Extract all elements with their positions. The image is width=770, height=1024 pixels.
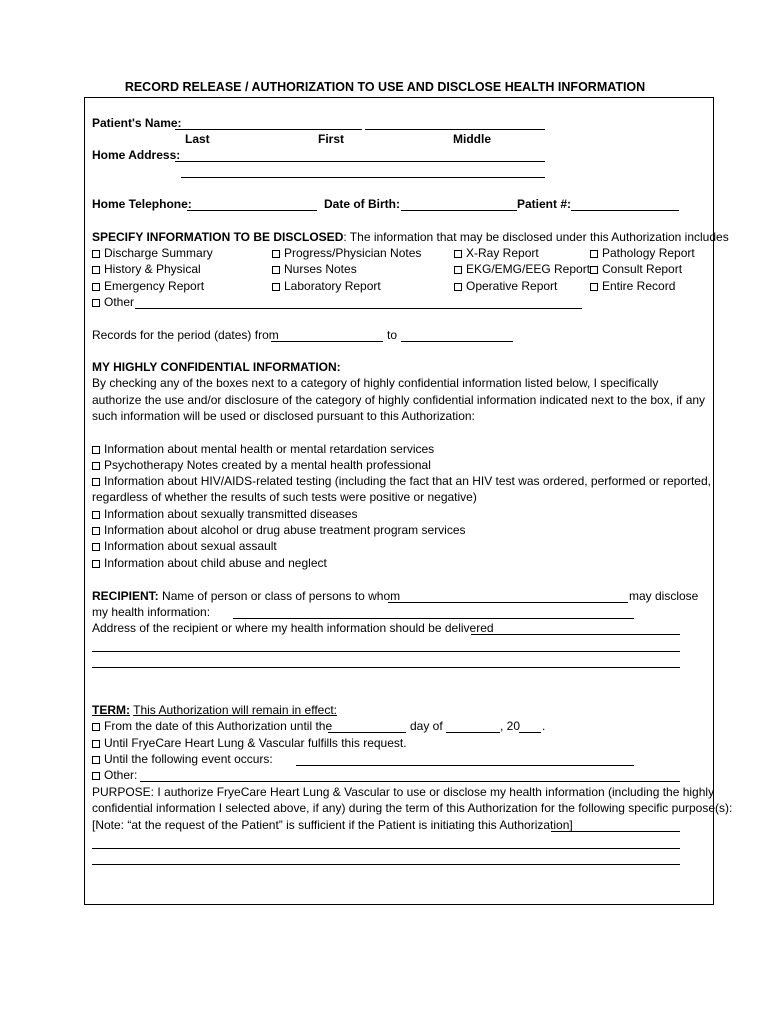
confidential-item-child-abuse[interactable]: Information about child abuse and neglect <box>92 556 327 571</box>
checkbox[interactable] <box>272 250 280 258</box>
may-disclose-text: may disclose <box>629 589 699 603</box>
patient-number-field[interactable] <box>571 210 679 211</box>
purpose-line-1: PURPOSE: I authorize FryeCare Heart Lung & Vascular to use or disclose my health information (including the highly <box>92 785 715 799</box>
confidential-item-sexual-assault[interactable]: Information about sexual assault <box>92 539 277 554</box>
home-address-label: Home Address: <box>92 148 181 162</box>
checkbox[interactable] <box>454 250 462 258</box>
purpose-field-2[interactable] <box>92 848 680 849</box>
option-xray-report[interactable]: X-Ray Report <box>454 246 539 261</box>
patient-number-label: Patient #: <box>517 197 572 211</box>
patient-name-label: Patient's Name: <box>92 116 182 130</box>
day-of-text: day of <box>410 719 443 733</box>
hiv-continuation: regardless of whether the results of such tests were positive or negative) <box>92 490 477 504</box>
home-address-field[interactable] <box>175 161 545 162</box>
checkbox[interactable] <box>92 772 100 780</box>
confidential-heading: MY HIGHLY CONFIDENTIAL INFORMATION: <box>92 360 341 374</box>
checkbox[interactable] <box>92 723 100 731</box>
checkbox[interactable] <box>92 511 100 519</box>
term-other-field[interactable] <box>140 781 680 782</box>
checkbox[interactable] <box>454 283 462 291</box>
term-intro: This Authorization will remain in effect: <box>133 703 337 717</box>
confidential-item-hiv[interactable]: Information about HIV/AIDS-related testing (including the fact that an HIV test was ordered, performed or reported, <box>92 474 711 489</box>
recipient-address-field[interactable] <box>471 634 680 635</box>
checkbox[interactable] <box>590 283 598 291</box>
option-emergency-report[interactable]: Emergency Report <box>92 279 204 294</box>
option-consult-report[interactable]: Consult Report <box>590 262 682 277</box>
recipient-name-field[interactable] <box>388 602 628 603</box>
recipient-name-text: Name of person or class of persons to whom <box>162 589 401 603</box>
term-day-field[interactable] <box>328 732 406 733</box>
option-progress-notes[interactable]: Progress/Physician Notes <box>272 246 421 261</box>
checkbox[interactable] <box>92 462 100 470</box>
option-laboratory-report[interactable]: Laboratory Report <box>272 279 381 294</box>
recipient-address-text: Address of the recipient or where my health information should be delivered <box>92 621 494 635</box>
checkbox[interactable] <box>92 283 100 291</box>
option-history-physical[interactable]: History & Physical <box>92 262 201 277</box>
checkbox[interactable] <box>92 543 100 551</box>
confidential-item-mental-health[interactable]: Information about mental health or mental retardation services <box>92 442 434 457</box>
confidential-item-substance-abuse[interactable]: Information about alcohol or drug abuse treatment program services <box>92 523 466 538</box>
dob-label: Date of Birth: <box>324 197 400 211</box>
checkbox[interactable] <box>92 299 100 307</box>
recipient-address-line-2[interactable] <box>92 651 680 652</box>
period-from-field[interactable] <box>271 341 383 342</box>
telephone-label: Home Telephone: <box>92 197 192 211</box>
health-info-field[interactable] <box>233 618 634 619</box>
checkbox[interactable] <box>92 560 100 568</box>
term-until-fulfills[interactable]: Until FryeCare Heart Lung & Vascular fulfills this request. <box>92 736 407 751</box>
option-entire-record[interactable]: Entire Record <box>590 279 675 294</box>
option-discharge-summary[interactable]: Discharge Summary <box>92 246 213 261</box>
recipient-address-line-3[interactable] <box>92 667 680 668</box>
checkbox[interactable] <box>92 266 100 274</box>
purpose-line-2: confidential information I selected above, if any) during the term of this Authorization for the following specific purpose(s): <box>92 801 733 815</box>
purpose-line-3: [Note: “at the request of the Patient” is sufficient if the Patient is initiating this Authorization] <box>92 818 573 832</box>
checkbox[interactable] <box>92 446 100 454</box>
document-title: RECORD RELEASE / AUTHORIZATION TO USE AND DISCLOSE HEALTH INFORMATION <box>124 80 646 94</box>
period-to-field[interactable] <box>401 341 513 342</box>
option-operative-report[interactable]: Operative Report <box>454 279 557 294</box>
purpose-field-1[interactable] <box>551 831 680 832</box>
term-year-field[interactable] <box>519 732 541 733</box>
option-other[interactable]: Other <box>92 295 134 310</box>
checkbox[interactable] <box>590 250 598 258</box>
confidential-paragraph: By checking any of the boxes next to a category of highly confidential information listed below, I specifically authorize the use and/or disclosure of the category of highly confidential information indicated next to the box, if any such information will be used or disclosed pursuant to this Authorization: <box>92 376 706 423</box>
recipient-heading: RECIPIENT: <box>92 589 159 603</box>
checkbox[interactable] <box>92 250 100 258</box>
last-label: Last <box>185 132 210 146</box>
first-label: First <box>318 132 345 146</box>
option-ekg-report[interactable]: EKG/EMG/EEG Report <box>454 262 590 277</box>
term-month-field[interactable] <box>446 732 500 733</box>
other-info-field[interactable] <box>135 308 582 309</box>
option-pathology-report[interactable]: Pathology Report <box>590 246 695 261</box>
dob-field[interactable] <box>401 210 517 211</box>
specify-heading: SPECIFY INFORMATION TO BE DISCLOSED <box>92 230 344 244</box>
option-nurses-notes[interactable]: Nurses Notes <box>272 262 357 277</box>
purpose-field-3[interactable] <box>92 864 680 865</box>
checkbox[interactable] <box>92 527 100 535</box>
period-label: Records for the period (dates) from <box>92 328 279 342</box>
specify-intro: : The information that may be disclosed under this Authorization includes <box>343 230 729 244</box>
checkbox[interactable] <box>590 266 598 274</box>
home-address-field-2[interactable] <box>181 177 545 178</box>
year-prefix-text: , 20 <box>500 719 521 733</box>
confidential-item-std[interactable]: Information about sexually transmitted diseases <box>92 507 357 522</box>
checkbox[interactable] <box>454 266 462 274</box>
term-heading: TERM: <box>92 703 130 717</box>
middle-label: Middle <box>453 132 491 146</box>
year-period: . <box>542 719 546 733</box>
checkbox[interactable] <box>92 756 100 764</box>
confidential-item-psychotherapy[interactable]: Psychotherapy Notes created by a mental health professional <box>92 458 431 473</box>
health-info-text: my health information: <box>92 605 211 619</box>
patient-name-field[interactable] <box>175 129 362 130</box>
telephone-field[interactable] <box>187 210 317 211</box>
checkbox[interactable] <box>92 740 100 748</box>
period-to-label: to <box>387 328 398 342</box>
patient-name-field-2[interactable] <box>365 129 545 130</box>
term-from-date[interactable]: From the date of this Authorization until the <box>92 719 332 734</box>
term-other[interactable]: Other: <box>92 768 137 783</box>
term-until-event[interactable]: Until the following event occurs: <box>92 752 273 767</box>
checkbox[interactable] <box>272 266 280 274</box>
event-field[interactable] <box>296 765 634 766</box>
checkbox[interactable] <box>92 478 100 486</box>
checkbox[interactable] <box>272 283 280 291</box>
